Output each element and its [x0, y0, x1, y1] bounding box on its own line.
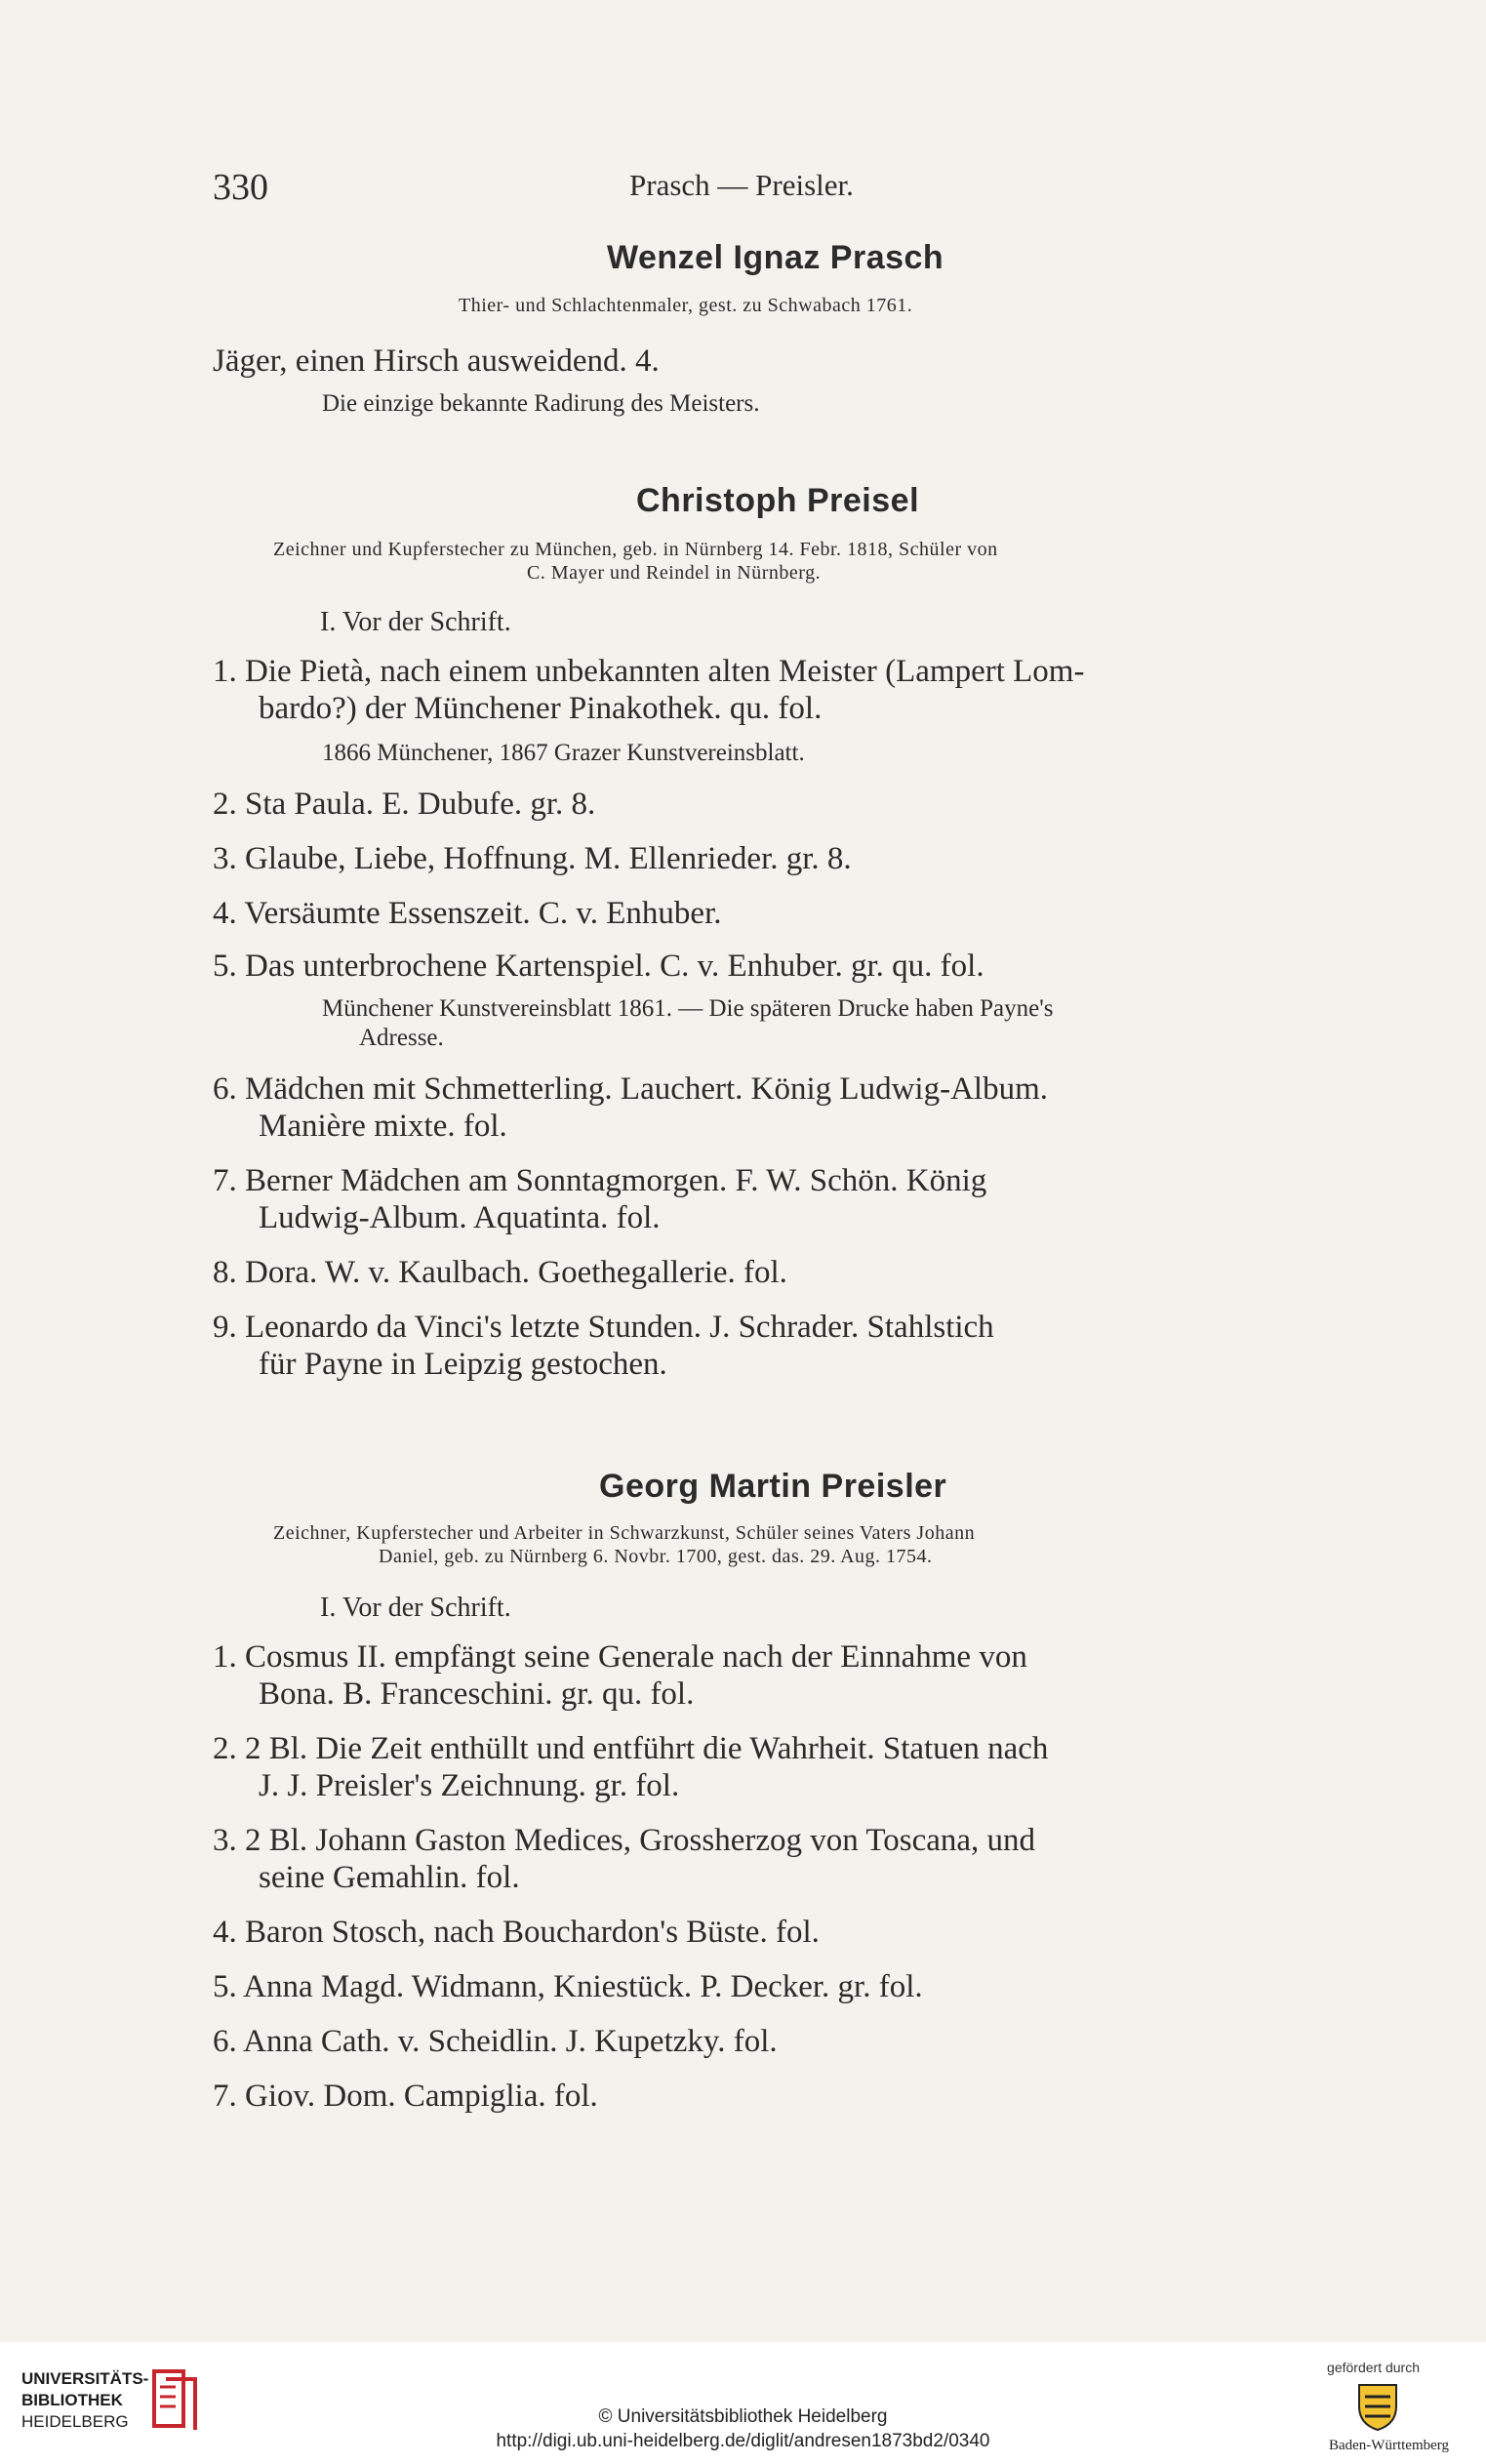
- artist-bio: Zeichner und Kupferstecher zu München, geb. in Nürnberg 14. Febr. 1818, Schüler von: [273, 539, 998, 560]
- catalog-entry: Jäger, einen Hirsch ausweidend. 4.: [213, 343, 660, 379]
- entry-note: Münchener Kunstvereinsblatt 1861. — Die späteren Drucke haben Payne's: [322, 995, 1054, 1022]
- catalog-entry-continued: Manière mixte. fol.: [259, 1109, 507, 1144]
- artist-heading: Georg Martin Preisler: [599, 1468, 947, 1505]
- viewer-footer: [0, 2342, 1486, 2464]
- funded-by-label: gefördert durch: [1327, 2360, 1420, 2375]
- library-logo-text: HEIDELBERG: [21, 2412, 129, 2431]
- catalog-entry: 2. 2 Bl. Die Zeit enthüllt und entführt die Wahrheit. Statuen nach: [213, 1731, 1049, 1766]
- catalog-entry: 5. Das unterbrochene Kartenspiel. C. v. Enhuber. gr. qu. fol.: [213, 949, 984, 984]
- state-name: Baden-Württemberg: [1328, 2438, 1449, 2453]
- entry-note: Die einzige bekannte Radirung des Meisters.: [322, 390, 760, 417]
- catalog-entry: 1. Die Pietà, nach einem unbekannten alten Meister (Lampert Lom-: [213, 654, 1085, 689]
- artist-bio: Zeichner, Kupferstecher und Arbeiter in Schwarzkunst, Schüler seines Vaters Johann: [273, 1522, 976, 1544]
- artist-bio: Daniel, geb. zu Nürnberg 6. Novbr. 1700, gest. das. 29. Aug. 1754.: [379, 1546, 933, 1567]
- artist-heading: Wenzel Ignaz Prasch: [607, 239, 944, 276]
- section-heading: I. Vor der Schrift.: [320, 1593, 511, 1623]
- artist-bio: C. Mayer und Reindel in Nürnberg.: [527, 562, 822, 584]
- catalog-entry: 8. Dora. W. v. Kaulbach. Goethegallerie. fol.: [213, 1255, 787, 1290]
- entry-note: 1866 Münchener, 1867 Grazer Kunstvereinsblatt.: [322, 740, 805, 766]
- catalog-entry-continued: J. J. Preisler's Zeichnung. gr. fol.: [259, 1768, 680, 1803]
- catalog-entry: 7. Giov. Dom. Campiglia. fol.: [213, 2079, 598, 2114]
- state-crest-icon: [1351, 2379, 1404, 2432]
- copyright-notice: © Universitätsbibliothek Heidelberg: [598, 2406, 888, 2427]
- artist-bio: Thier- und Schlachtenmaler, gest. zu Schwabach 1761.: [459, 295, 913, 316]
- catalog-entry-continued: seine Gemahlin. fol.: [259, 1860, 520, 1895]
- catalog-entry: 1. Cosmus II. empfängt seine Generale nach der Einnahme von: [213, 1639, 1027, 1675]
- catalog-entry: 5. Anna Magd. Widmann, Kniestück. P. Decker. gr. fol.: [213, 1969, 923, 2004]
- catalog-entry: 4. Versäumte Essenszeit. C. v. Enhuber.: [213, 896, 722, 931]
- entry-note: Adresse.: [359, 1025, 444, 1051]
- catalog-entry: 4. Baron Stosch, nach Bouchardon's Büste. fol.: [213, 1915, 820, 1950]
- catalog-entry: 6. Anna Cath. v. Scheidlin. J. Kupetzky. fol.: [213, 2024, 778, 2059]
- section-heading: I. Vor der Schrift.: [320, 607, 511, 637]
- catalog-entry-continued: Ludwig-Album. Aquatinta. fol.: [259, 1200, 661, 1235]
- catalog-entry: 9. Leonardo da Vinci's letzte Stunden. J. Schrader. Stahlstich: [213, 1310, 994, 1345]
- artist-heading: Christoph Preisel: [636, 482, 920, 519]
- permalink[interactable]: http://digi.ub.uni-heidelberg.de/diglit/andresen1873bd2/0340: [496, 2431, 990, 2451]
- library-logo-text: BIBLIOTHEK: [21, 2391, 123, 2409]
- catalog-entry-continued: Bona. B. Franceschini. gr. qu. fol.: [259, 1676, 695, 1712]
- catalog-entry: 2. Sta Paula. E. Dubufe. gr. 8.: [213, 787, 596, 822]
- running-title: Prasch — Preisler.: [629, 168, 854, 202]
- catalog-entry: 7. Berner Mädchen am Sonntagmorgen. F. W. Schön. König: [213, 1163, 987, 1198]
- library-logo-text: UNIVERSITÄTS-: [21, 2369, 149, 2388]
- catalog-entry: 3. 2 Bl. Johann Gaston Medices, Grossherzog von Toscana, und: [213, 1823, 1036, 1858]
- page-number: 330: [213, 167, 268, 208]
- catalog-entry-continued: bardo?) der Münchener Pinakothek. qu. fol.: [259, 691, 823, 726]
- catalog-entry: 3. Glaube, Liebe, Hoffnung. M. Ellenrieder. gr. 8.: [213, 841, 852, 876]
- catalog-entry: 6. Mädchen mit Schmetterling. Lauchert. König Ludwig-Album.: [213, 1071, 1048, 1107]
- catalog-entry-continued: für Payne in Leipzig gestochen.: [259, 1347, 667, 1382]
